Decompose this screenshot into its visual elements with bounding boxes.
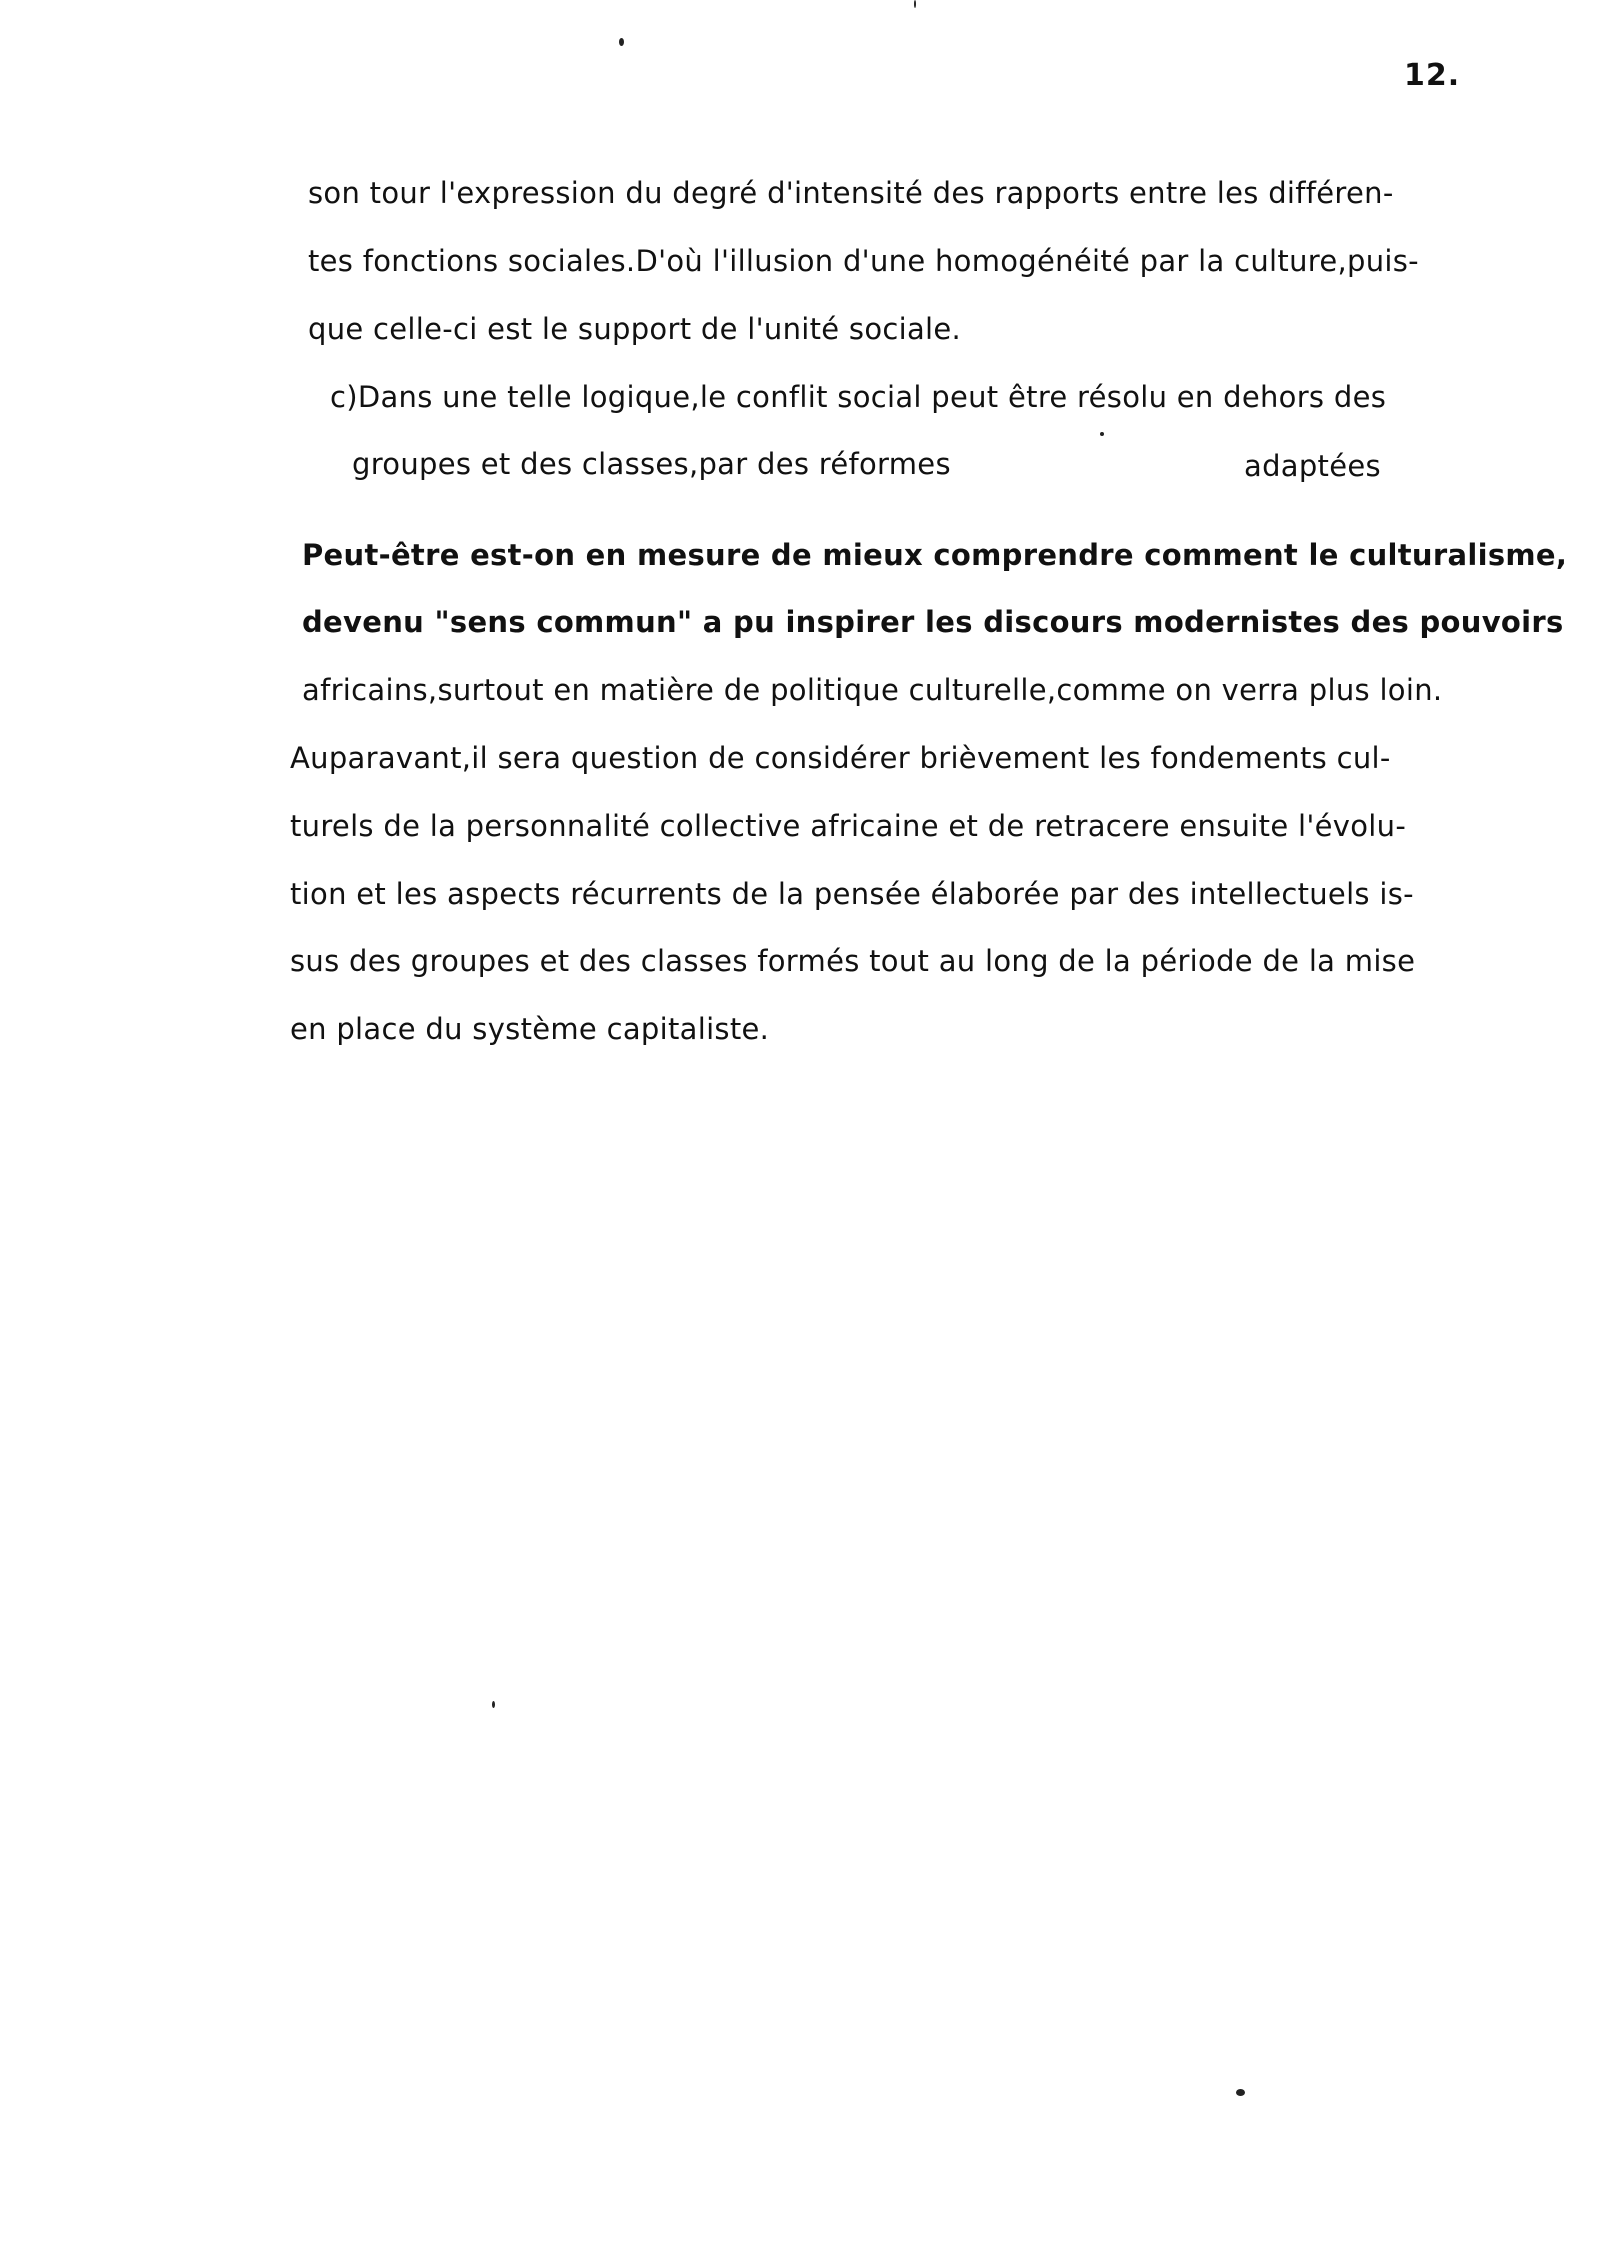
scan-speck: [619, 38, 624, 46]
scan-speck: [1236, 2089, 1245, 2096]
page-number: 12.: [1404, 58, 1461, 93]
scan-speck: [914, 0, 916, 8]
paragraph1-line-1: son tour l'expression du degré d'intensité des rapports entre les différen-: [308, 176, 1394, 210]
paragraph2-line-5: turels de la personnalité collective africaine et de retracere ensuite l'évolu-: [290, 809, 1407, 843]
paragraph2-line-7: sus des groupes et des classes formés tout au long de la période de la mise: [290, 944, 1416, 978]
paragraph2-line-6: tion et les aspects récurrents de la pensée élaborée par des intellectuels is-: [290, 877, 1414, 911]
paragraph2-line-2: devenu "sens commun" a pu inspirer les discours modernistes des pouvoirs: [302, 605, 1564, 639]
scan-speck: [492, 1701, 495, 1708]
paragraph2-line-1: Peut-être est-on en mesure de mieux comprendre comment le culturalisme,: [302, 538, 1568, 572]
paragraph2-line-8: en place du système capitaliste.: [290, 1012, 770, 1046]
paragraph2-line-3: africains,surtout en matière de politique culturelle,comme on verra plus loin.: [302, 673, 1443, 707]
point-c-trailing-word: adaptées: [1244, 449, 1381, 483]
scan-speck: [1100, 432, 1104, 436]
paragraph1-line-3: que celle-ci est le support de l'unité sociale.: [308, 312, 962, 346]
point-c-line-1: c)Dans une telle logique,le conflit social peut être résolu en dehors des: [330, 380, 1387, 414]
paragraph2-line-4: Auparavant,il sera question de considérer brièvement les fondements cul-: [290, 741, 1391, 775]
paragraph1-line-2: tes fonctions sociales.D'où l'illusion d'une homogénéité par la culture,puis-: [308, 244, 1419, 278]
point-c-line-2: groupes et des classes,par des réformes: [352, 447, 951, 481]
